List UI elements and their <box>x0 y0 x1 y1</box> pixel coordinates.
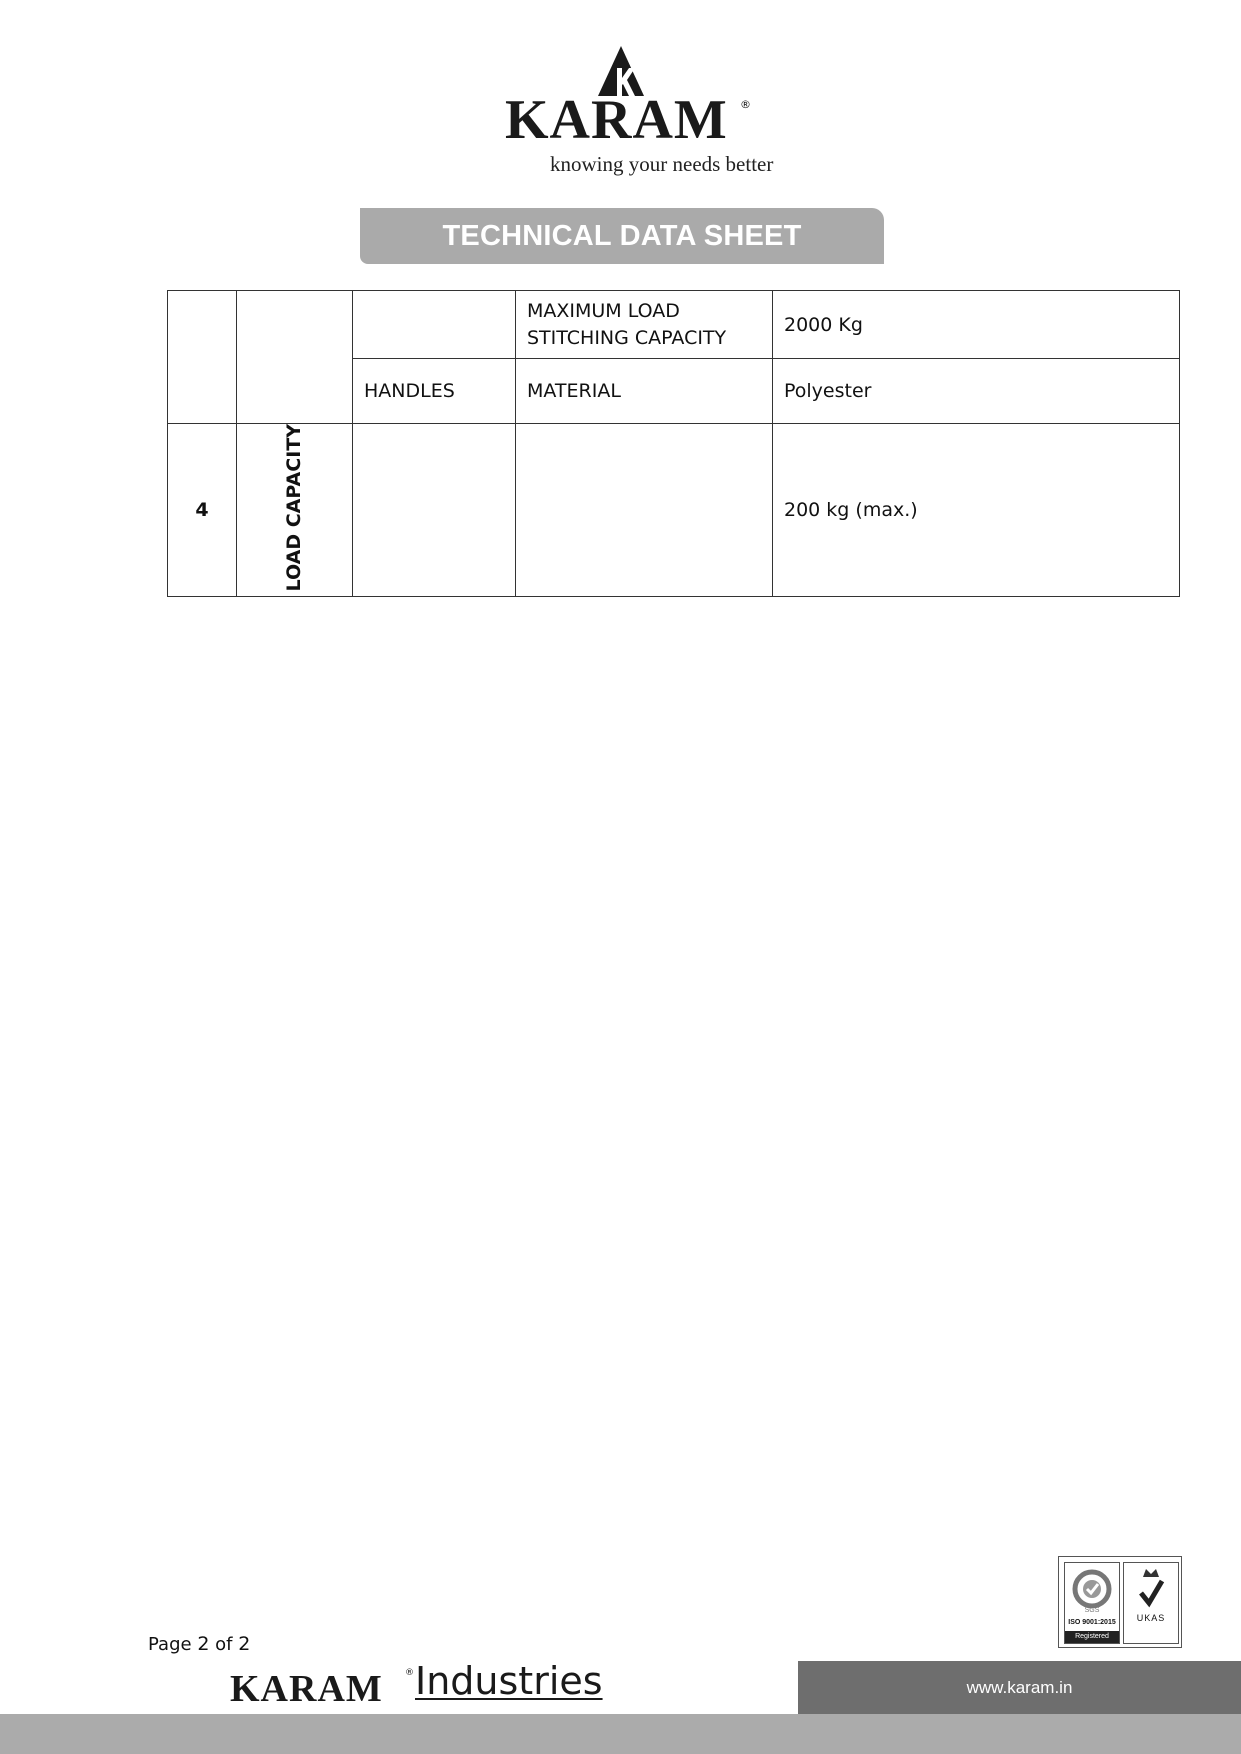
table-cell: Polyester <box>773 359 1180 424</box>
brand-tagline: knowing your needs better <box>550 152 774 176</box>
row-number: 4 <box>168 424 237 597</box>
certification-badge <box>1058 1556 1182 1648</box>
page-prefix: Page <box>148 1634 192 1655</box>
footer-website-bar <box>798 1661 1241 1714</box>
table-cell <box>168 291 237 424</box>
table-cell: MAXIMUM LOAD STITCHING CAPACITY <box>516 291 773 359</box>
ukas-label: UKAS <box>1136 1613 1166 1623</box>
page-number <box>148 1633 250 1655</box>
table-cell <box>353 424 516 597</box>
table-cell: 2000 Kg <box>773 291 1180 359</box>
sgs-seal <box>1064 1562 1120 1644</box>
iso-label: ISO 9001:2015 <box>1068 1619 1116 1626</box>
footer-registered-mark: ® <box>405 1668 414 1678</box>
footer-brand-suffix: Industries <box>415 1659 603 1703</box>
section-label: LOAD CAPACITY <box>282 424 305 592</box>
crown-check-icon <box>1124 1565 1178 1615</box>
page-total: 2 <box>238 1633 251 1655</box>
sgs-label: SGS <box>1084 1607 1100 1614</box>
table-cell <box>516 424 773 597</box>
registered-mark: ® <box>740 98 751 111</box>
table-cell <box>237 291 353 424</box>
table-cell: 200 kg (max.) <box>773 424 1180 597</box>
table-cell <box>353 291 516 359</box>
spec-table <box>167 290 1180 597</box>
page-title: TECHNICAL DATA SHEET <box>442 219 802 252</box>
footer-band <box>0 1714 1241 1754</box>
sgs-check-icon <box>1065 1565 1119 1611</box>
table-cell: MATERIAL <box>516 359 773 424</box>
table-row <box>168 291 1180 359</box>
footer-brand: KARAM <box>230 1668 383 1710</box>
title-banner <box>360 208 884 264</box>
ukas-seal <box>1123 1562 1179 1644</box>
table-row <box>168 424 1180 597</box>
registered-label: Registered <box>1065 1631 1119 1643</box>
table-cell: HANDLES <box>353 359 516 424</box>
page-of: of <box>215 1634 233 1655</box>
brand-wordmark: KARAM <box>505 89 728 151</box>
website-link[interactable]: www.karam.in <box>966 1677 1073 1697</box>
section-cell <box>237 424 353 597</box>
page-current: 2 <box>197 1633 210 1655</box>
